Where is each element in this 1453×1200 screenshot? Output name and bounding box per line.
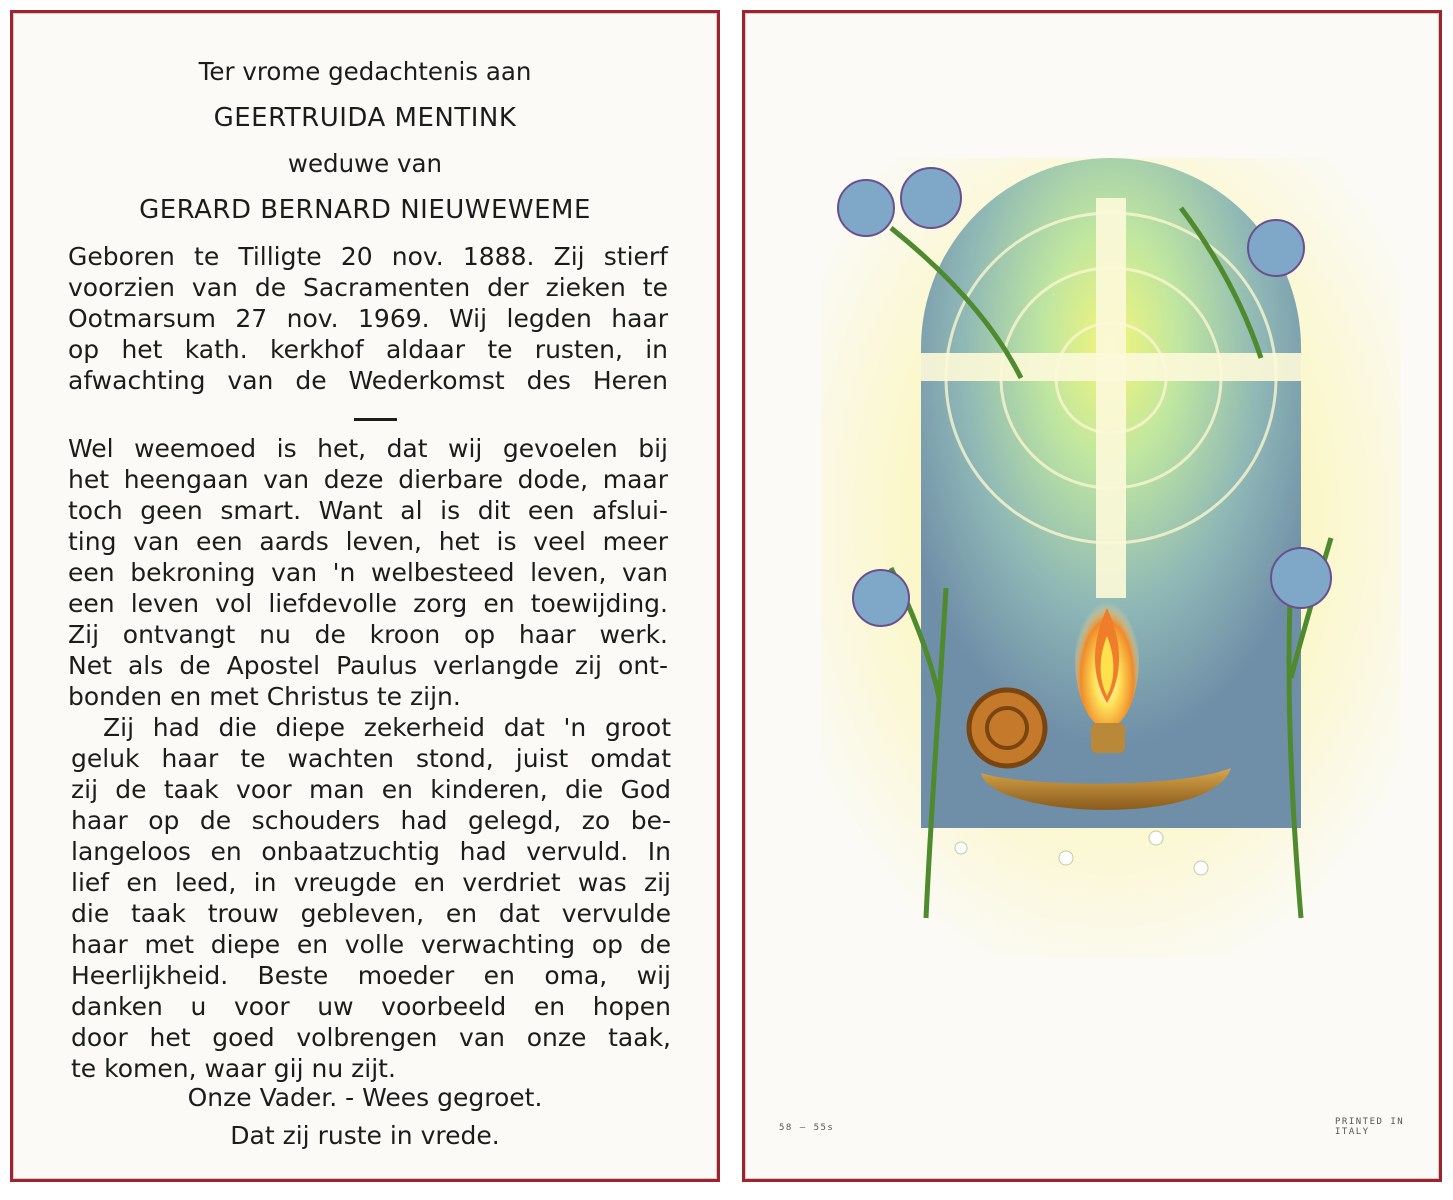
memorial-image-card [742, 10, 1442, 1182]
text-line: lief en leed, in vreugde en verdriet was zij [71, 868, 671, 897]
text-line: een bekroning van 'n welbesteed leven, van [68, 558, 668, 587]
text-line: haar met diepe en volle verwachting op de [71, 930, 671, 959]
text-line: haar op de schouders had gelegd, zo be- [71, 806, 671, 835]
memorial-text-card [10, 10, 720, 1182]
text-line: afwachting van de Wederkomst des Heren [68, 366, 668, 395]
prayer-line: Dat zij ruste in vrede. [230, 1121, 500, 1150]
text-line: geluk haar te wachten stond, juist omdat [71, 744, 671, 773]
text-line: te komen, waar gij nu zijt. [71, 1054, 396, 1083]
section-divider [354, 418, 397, 421]
deceased-name: GEERTRUIDA MENTINK [213, 103, 517, 133]
text-line: Wel weemoed is het, dat wij gevoelen bij [68, 434, 668, 463]
prayer-line: Onze Vader. - Wees gegroet. [187, 1083, 543, 1112]
text-line: die taak trouw gebleven, en dat vervulde [71, 899, 671, 928]
spouse-name: GERARD BERNARD NIEUWEWEME [139, 195, 591, 225]
text-line: langeloos en onbaatzuchtig had vervuld. In [71, 837, 671, 866]
heading-line: weduwe van [287, 149, 443, 178]
heading-block [13, 57, 717, 241]
text-line: Heerlijkheid. Beste moeder en oma, wij [71, 961, 671, 990]
text-line: Zij ontvangt nu de kroon op haar werk. [68, 620, 668, 649]
text-line: voorzien van de Sacramenten der zieken te [68, 273, 668, 302]
text-line: een leven vol liefdevolle zorg en toewijding. [68, 589, 668, 618]
text-line: Geboren te Tilligte 20 nov. 1888. Zij stierf [68, 242, 668, 271]
prayer-block [13, 1083, 717, 1159]
text-line: zij de taak voor man en kinderen, die God [71, 775, 671, 804]
bio-paragraph [68, 241, 668, 396]
text-line: door het goed volbrengen van onze taak, [71, 1023, 671, 1052]
text-line: danken u voor uw voorbeeld en hopen [71, 992, 671, 1021]
text-line: Zij had die diepe zekerheid dat 'n groot [103, 713, 671, 742]
text-line: ting van een aards leven, het is veel meer [68, 527, 668, 556]
text-line: Net als de Apostel Paulus verlangde zij ont- [68, 651, 668, 680]
cross-candle-thistle-icon [821, 158, 1401, 958]
text-paragraph-2 [71, 712, 671, 1084]
text-paragraph-1 [68, 433, 668, 712]
text-line: bonden en met Christus te zijn. [68, 682, 461, 711]
printer-label: PRINTED IN ITALY [1335, 1117, 1405, 1137]
text-line: het heengaan van deze dierbare dode, maar [68, 465, 668, 494]
card-code-label: 58 — 55s [779, 1123, 835, 1133]
heading-line: Ter vrome gedachtenis aan [198, 57, 532, 86]
text-line: op het kath. kerkhof aldaar te rusten, in [68, 335, 668, 364]
text-line: Ootmarsum 27 nov. 1969. Wij legden haar [68, 304, 668, 333]
text-line: toch geen smart. Want al is dit een afslui- [68, 496, 668, 525]
